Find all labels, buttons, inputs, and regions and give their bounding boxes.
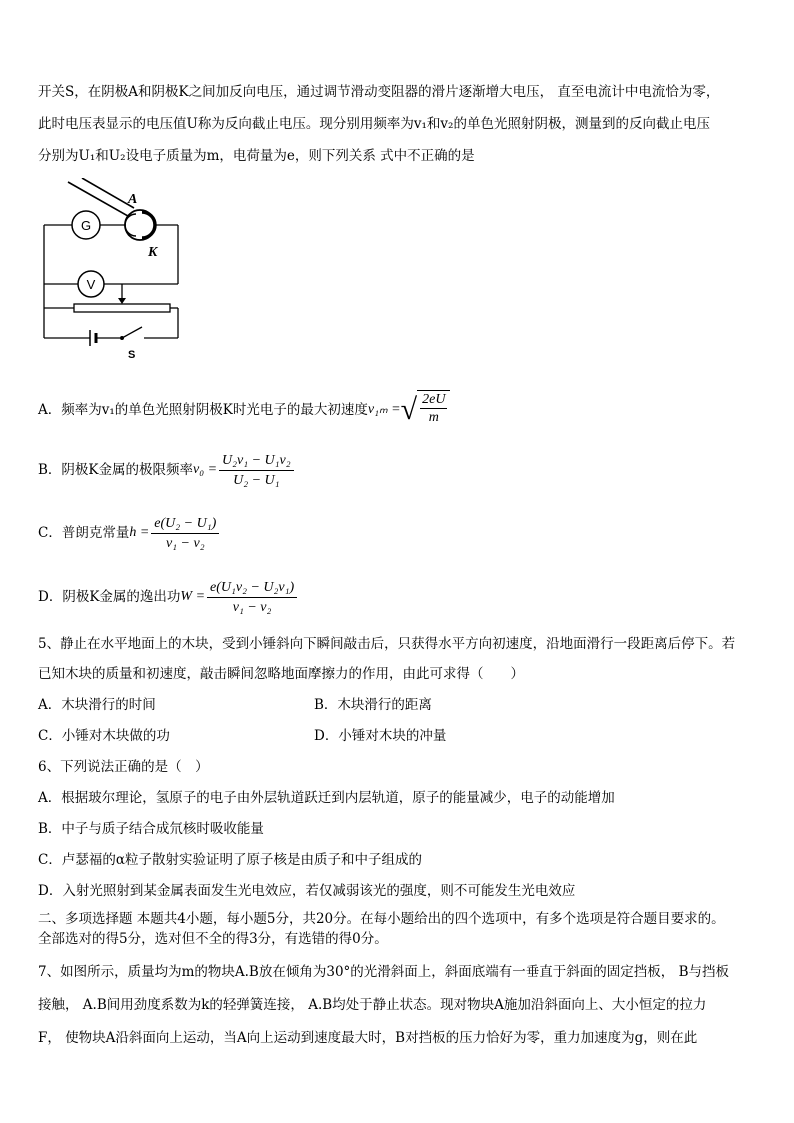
photoelectric-circuit-diagram xyxy=(38,178,188,360)
q4-option-d[interactable]: D．阴极K金属的逸出功 W = $\frac{\text{e(U₁v₂ − U₂v₁)}}{\text{v₁ − v₂}}$ xyxy=(38,577,299,617)
q5-option-c[interactable]: C．小锤对木块做的功 xyxy=(38,728,170,744)
q5-option-d[interactable]: D．小锤对木块的冲量 xyxy=(314,728,447,744)
q4-option-b[interactable]: B．阴极K金属的极限频率 v₀ = $\frac{\text{U₂v₁ − U₁v₂}}{\text{U₂ − U₁}}$ xyxy=(38,450,296,490)
q5-option-a[interactable]: A．木块滑行的时间 xyxy=(38,697,156,713)
q4-b-fraction: $\frac{\text{U₂v₁ − U₁v₂}}{\text{U₂ − U₁}}$ xyxy=(219,452,294,489)
q5-stem-1: 5、静止在水平地面上的木块，受到小锤斜向下瞬间敲击后，只获得水平方向初速度，沿地面滑行一段距离后停下。若 xyxy=(38,636,736,652)
q7-line-2: 接触， A.B间用劲度系数为k的轻弹簧连接， A.B均处于静止状态。现对物块A施加沿斜面向上、大小恒定的拉力 xyxy=(38,997,707,1013)
q7-line-3: F， 使物块A沿斜面向上运动，当A向上运动到速度最大时，B对挡板的压力恰好为零，重力加速度为g，则在此 xyxy=(38,1030,698,1046)
voltmeter-label: V xyxy=(86,277,96,292)
q5-option-b[interactable]: B．木块滑行的距离 xyxy=(314,697,432,713)
intro-line-3: 分别为U₁和U₂设电子质量为m，电荷量为e，则下列关系 式中不正确的是 xyxy=(38,148,475,164)
galvanometer-label: G xyxy=(80,218,92,233)
q4-d-lhs: W = xyxy=(180,589,206,604)
intro-line-1: 开关S，在阴极A和阴极K之间加反向电压，通过调节滑动变阻器的滑片逐渐增大电压， 直至电流计中电流恰为零， xyxy=(38,84,720,100)
q4-d-fraction: $\frac{\text{e(U₁v₂ − U₂v₁)}}{\text{v₁ − v₂}}$ xyxy=(207,579,297,616)
rheostat xyxy=(74,304,170,312)
q4-c-lhs: h = xyxy=(129,525,150,540)
q4-option-c[interactable]: C．普朗克常量 h = $\frac{\text{e(U₂ − U₁)}}{\text{v₁ − v₂}}$ xyxy=(38,513,221,553)
cathode-label: K xyxy=(148,245,158,260)
anode-label: A xyxy=(128,192,138,207)
section2-line-1: 二、多项选择题 本题共4小题，每小题5分，共20分。在每小题给出的四个选项中，有多个选项是符合题目要求的。 xyxy=(38,911,725,927)
q4-a-sqrt: √ $\frac{2eU}{m}$ xyxy=(401,390,451,430)
q4-c-fraction: $\frac{\text{e(U₂ − U₁)}}{\text{v₁ − v₂}}$ xyxy=(151,515,219,552)
q7-line-1: 7、如图所示，质量均为m的物块A.B放在倾角为30°的光滑斜面上，斜面底端有一垂直于斜面的固定挡板， B与挡板 xyxy=(38,964,729,980)
q5-stem-2: 已知木块的质量和初速度，敲击瞬间忽略地面摩擦力的作用，由此可求得（ ） xyxy=(38,666,524,682)
q6-option-c[interactable]: C．卢瑟福的α粒子散射实验证明了原子核是由质子和中子组成的 xyxy=(38,852,422,868)
q6-option-a[interactable]: A．根据玻尔理论，氢原子的电子由外层轨道跃迁到内层轨道，原子的能量减少，电子的动能增加 xyxy=(38,790,615,806)
q4-a-lhs: v₁ₘ = xyxy=(367,402,401,417)
q4-b-lhs: v₀ = xyxy=(193,462,218,477)
q6-option-d[interactable]: D．入射光照射到某金属表面发生光电效应，若仅减弱该光的强度，则不可能发生光电效应 xyxy=(38,883,576,899)
q4-option-a[interactable]: A．频率为v₁的单色光照射阴极K时光电子的最大初速度 v₁ₘ = √ $\frac{2eU}{m}$ xyxy=(38,390,450,430)
light-ray-2 xyxy=(82,178,134,208)
q6-option-b[interactable]: B．中子与质子结合成氘核时吸收能量 xyxy=(38,821,264,837)
switch-label: S xyxy=(128,349,136,360)
section2-line-2: 全部选对的得5分，选对但不全的得3分，有选错的得0分。 xyxy=(38,931,388,947)
switch xyxy=(122,327,142,338)
intro-line-2: 此时电压表显示的电压值U称为反向截止电压。现分别用频率为v₁和v₂的单色光照射阴极，测量到的反向截止电压 xyxy=(38,116,710,132)
q6-stem: 6、下列说法正确的是（ ） xyxy=(38,759,209,775)
